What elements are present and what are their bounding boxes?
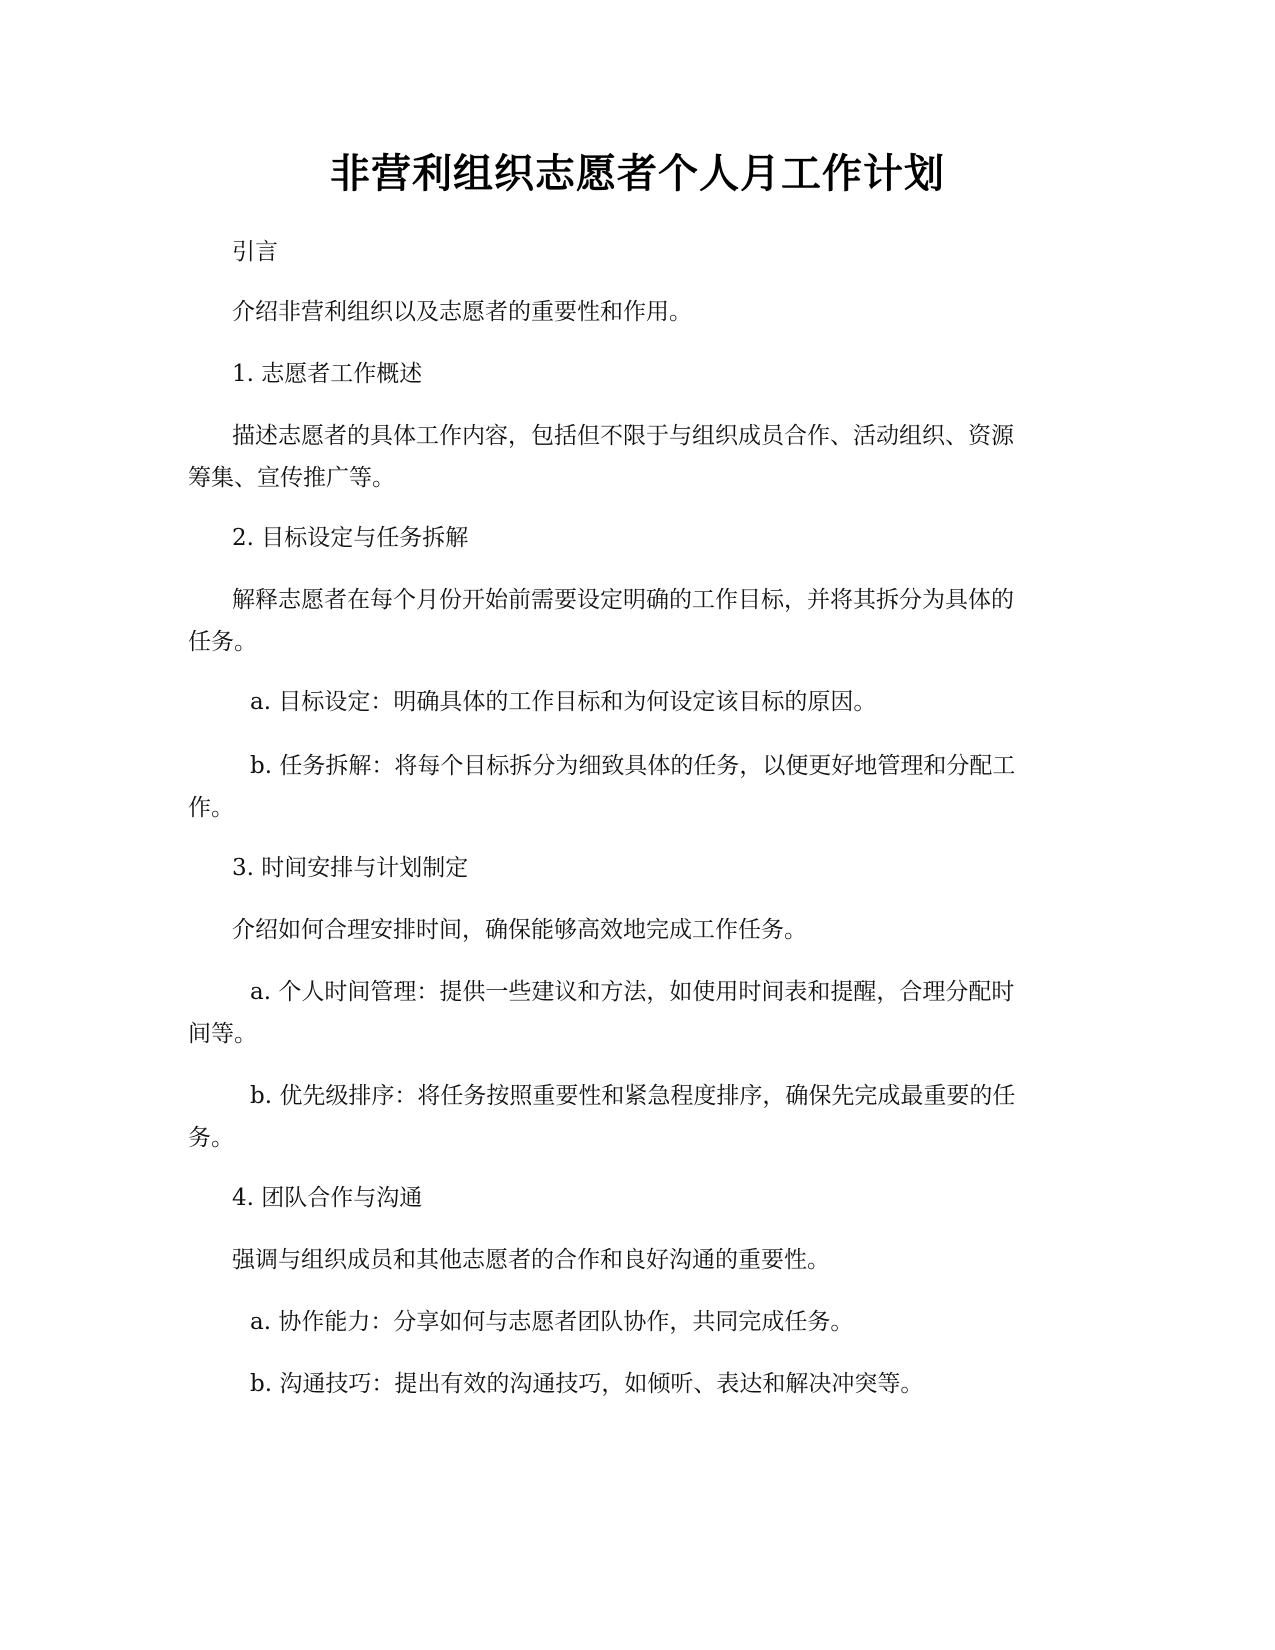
section4-item-b: b. 沟通技巧：提出有效的沟通技巧，如倾听、表达和解决冲突等。: [250, 1371, 924, 1397]
section2-item-b-line1: b. 任务拆解：将每个目标拆分为细致具体的任务，以便更好地管理和分配工: [250, 753, 1016, 779]
section2-item-a: a. 目标设定：明确具体的工作目标和为何设定该目标的原因。: [250, 689, 877, 715]
section3-item-b-line1: b. 优先级排序：将任务按照重要性和紧急程度排序，确保先完成最重要的任: [250, 1083, 1016, 1109]
section3-item-a-line1: a. 个人时间管理：提供一些建议和方法，如使用时间表和提醒，合理分配时: [250, 979, 1015, 1005]
section1-body: [188, 415, 1088, 499]
section2-item-b-line2: 作。: [188, 795, 234, 821]
section3-item-b-line2: 务。: [188, 1125, 234, 1151]
document-title: 非营利组织志愿者个人月工作计划: [330, 151, 945, 197]
section3-item-a-line2: 间等。: [188, 1021, 257, 1047]
section1-body-line1: 描述志愿者的具体工作内容，包括但不限于与组织成员合作、活动组织、资源: [232, 423, 1014, 449]
section2-body-line2: 任务。: [188, 629, 257, 655]
section1-body-line2: 筹集、宣传推广等。: [188, 465, 395, 491]
intro-text: 介绍非营利组织以及志愿者的重要性和作用。: [232, 299, 692, 325]
section1-heading: 1. 志愿者工作概述: [232, 361, 423, 387]
section3-heading: 3. 时间安排与计划制定: [232, 855, 469, 881]
intro-heading: 引言: [232, 239, 278, 265]
section2-body-line1: 解释志愿者在每个月份开始前需要设定明确的工作目标，并将其拆分为具体的: [232, 587, 1014, 613]
section2-item-b: [188, 745, 1088, 829]
section2-heading: 2. 目标设定与任务拆解: [232, 525, 469, 551]
section3-item-b: [188, 1075, 1088, 1159]
section3-body: 介绍如何合理安排时间，确保能够高效地完成工作任务。: [232, 917, 807, 943]
section2-body: [188, 579, 1088, 663]
section4-body: 强调与组织成员和其他志愿者的合作和良好沟通的重要性。: [232, 1247, 830, 1273]
section3-item-a: [188, 971, 1088, 1055]
section4-item-a: a. 协作能力：分享如何与志愿者团队协作，共同完成任务。: [250, 1309, 854, 1335]
section4-heading: 4. 团队合作与沟通: [232, 1185, 423, 1211]
